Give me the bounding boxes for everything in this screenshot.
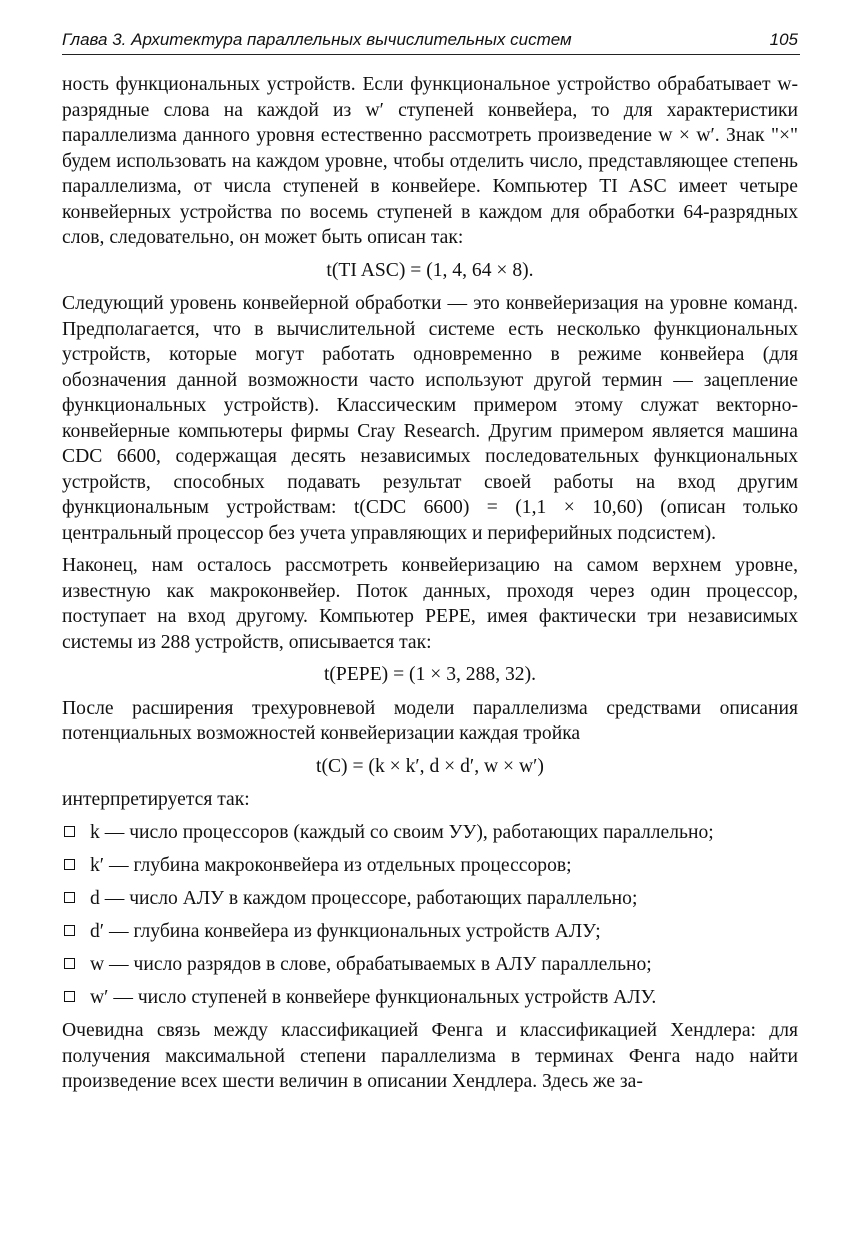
page-body [62,72,798,1102]
paragraph-3: Наконец, нам осталось рассмотреть конвейеризацию на самом верхнем уровне, известную как макроконвейер. Поток данных, проходя через один процессор, поступает на вход другому. Компьютер PEPE, имея фактически три независимых системы из 288 устройств, описывается так: [62,555,798,653]
checkbox-square-icon [64,925,75,936]
list-item [62,886,798,912]
checkbox-square-icon [64,991,75,1002]
paragraph-4: После расширения трехуровневой модели параллелизма средствами описания потенциальных возможностей конвейеризации каждая тройка [62,697,798,744]
page-number: 105 [769,30,798,49]
paragraph-1: ность функциональных устройств. Если функциональное устройство обрабатывает w-разрядные слова на каждой из w′ ступеней конвейера, то для характеристики параллелизма данного уровня естественно рассмотреть произведение w × w′. Знак "×" будем использовать на каждом уровне, чтобы отделить число, представляющее степень параллелизма, от числа ступеней в конвейере. Компьютер TI ASC имеет четыре конвейерных устройства по восемь ступеней в каждом для обработки 64-разрядных слов, следовательно, он может быть описан так: [62,74,798,248]
checkbox-square-icon [64,958,75,969]
bullet-list [62,820,798,1011]
list-item [62,853,798,879]
formula-ti-asc: t(TI ASC) = (1, 4, 64 × 8). [326,259,534,281]
list-item [62,820,798,846]
formula-pepe: t(PEPE) = (1 × 3, 288, 32). [323,664,537,685]
list-item [62,952,798,978]
list-item-text: k′ — глубина макроконвейера из отдельных процессоров; [90,854,572,876]
checkbox-square-icon [64,859,75,870]
checkbox-square-icon [64,892,75,903]
chapter-title: Глава 3. Архитектура параллельных вычислительных систем [62,30,572,49]
list-item-text: d — число АЛУ в каждом процессоре, работающих параллельно; [90,887,638,909]
list-item-text: d′ — глубина конвейера из функциональных устройств АЛУ; [90,920,601,942]
list-item-text: k — число процессоров (каждый со своим УУ), работающих параллельно; [90,821,714,843]
checkbox-square-icon [64,826,75,837]
paragraph-5: интерпретируется так: [62,789,250,810]
running-header [62,30,800,55]
list-item-text: w′ — число ступеней в конвейере функциональных устройств АЛУ. [90,986,657,1008]
list-item [62,985,798,1011]
paragraph-2: Следующий уровень конвейерной обработки — это конвейеризация на уровне команд. Предполагается, что в вычислительной системе есть несколько функциональных устройств, которые могут работать одновременно в режиме конвейера (для обозначения данной возможности часто используют другой термин — зацепление функциональных устройств). Классическим примером этому служат векторно-конвейерные компьютеры фирмы Cray Research. Другим примером является машина CDC 6600, содержащая десять независимых последовательных функциональных устройств, способных подавать результат своей работы на вход другим функциональным устройствам: t(CDC 6600) = (1,1 × 10,60) (описан только центральный процессор без учета управляющих и периферийных подсистем). [62,293,798,544]
list-item-text: w — число разрядов в слове, обрабатываемых в АЛУ параллельно; [90,953,652,975]
paragraph-6: Очевидна связь между классификацией Фенга и классификацией Хендлера: для получения максимальной степени параллелизма в терминах Фенга надо найти произведение всех шести величин в описании Хендлера. Здесь же за- [62,1020,798,1092]
list-item [62,919,798,945]
formula-triple: t(C) = (k × k′, d × d′, w × w′) [316,755,544,777]
